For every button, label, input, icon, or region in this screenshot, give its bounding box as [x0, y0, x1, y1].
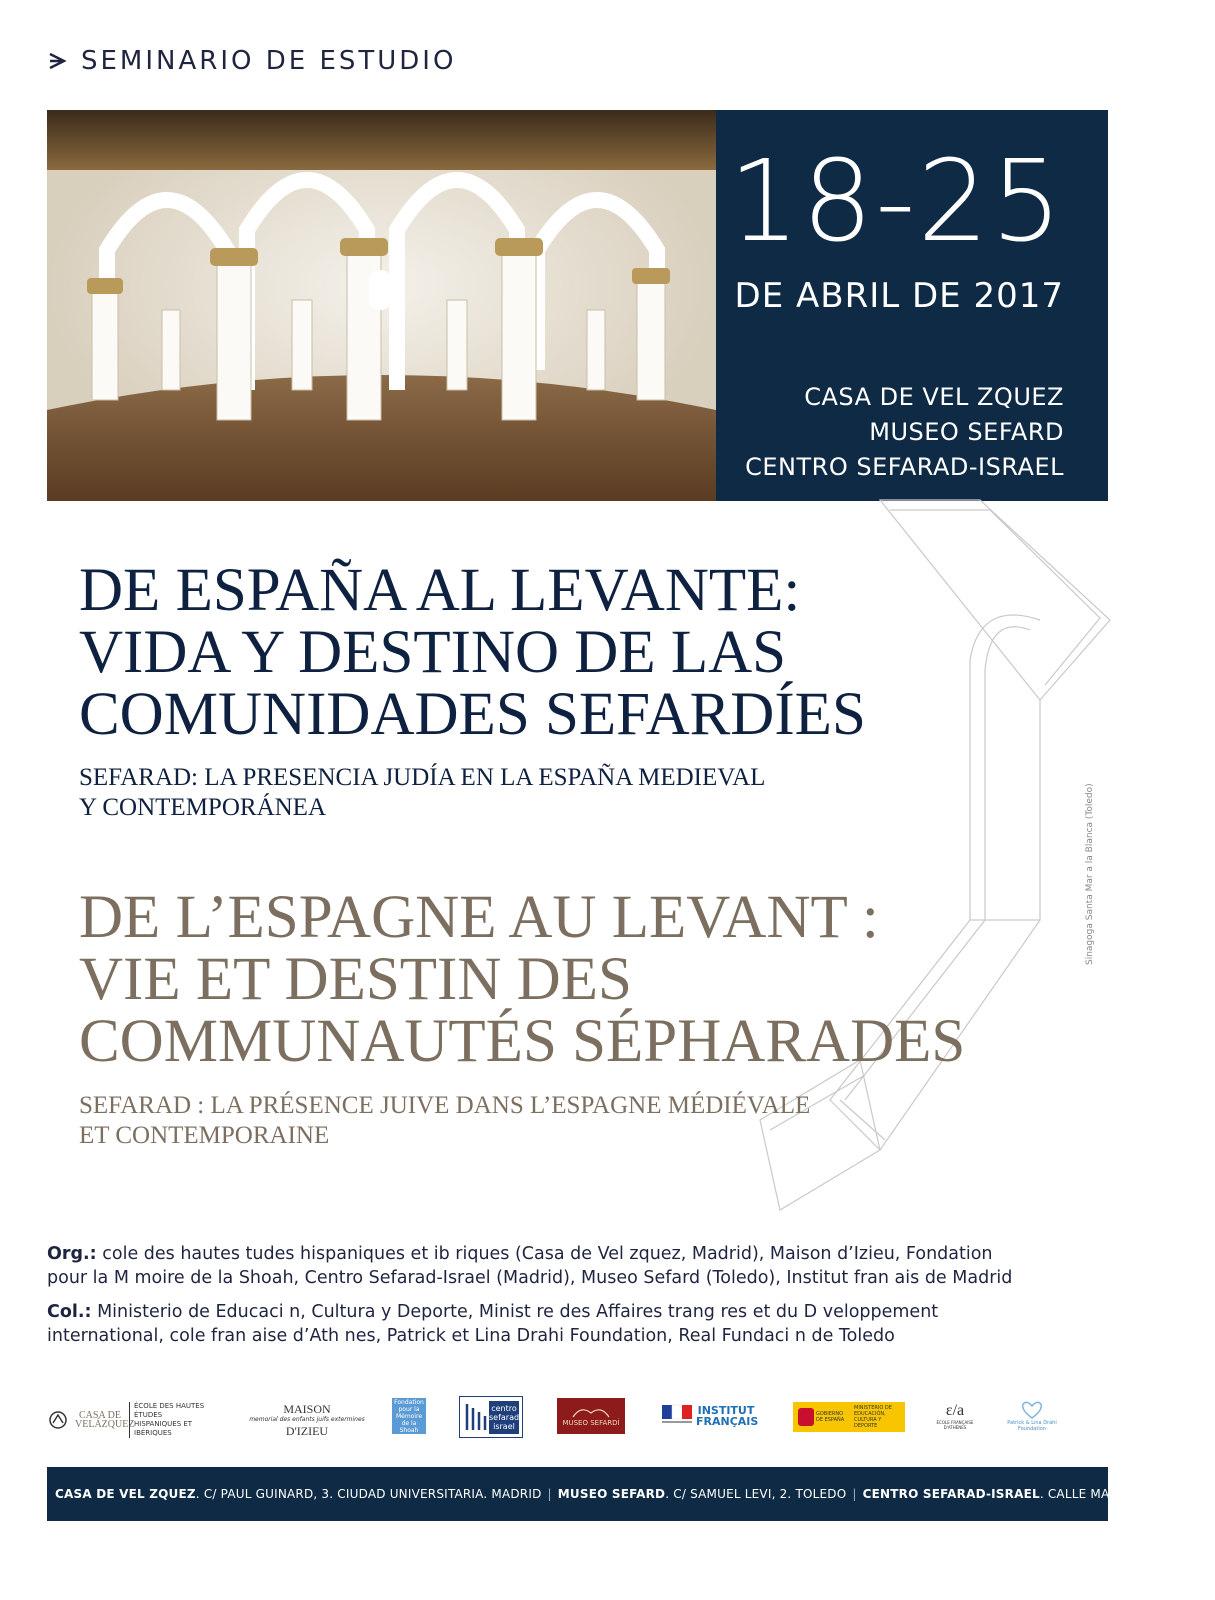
sponsor-logos [47, 1390, 1087, 1450]
date-month: DE ABRIL DE 2017 [734, 276, 1064, 316]
subtitle-line: SEFARAD : LA PRÉSENCE JUIVE DANS L’ESPAGNE MÉDIÉVALE [79, 1092, 811, 1119]
footer-separator: | [852, 1487, 857, 1501]
museo-label: MUSEO SEFARDÍ [562, 1418, 620, 1427]
arrow-icon [47, 51, 67, 71]
org-line: pour la M moire de la Shoah, Centro Sefarad-Israel (Madrid), Museo Sefard (Toledo), Institut fran ais de Madrid [47, 1268, 1013, 1288]
subtitle-line: Y CONTEMPORÁNEA [79, 794, 326, 821]
title-line: DE L’ESPAGNE AU LEVANT : [79, 884, 879, 951]
venue-item: CASA DE VEL ZQUEZ [804, 383, 1064, 411]
spain-shield-icon [796, 1406, 816, 1428]
date-panel [716, 110, 1108, 501]
footer-venue-name: CENTRO SEFARAD-ISRAEL [862, 1487, 1040, 1501]
maison-izieu-logo [242, 1396, 372, 1444]
venue-item: MUSEO SEFARD [869, 418, 1064, 446]
footer-separator: | [547, 1487, 552, 1501]
institut-label: INSTITUT FRANÇAIS [696, 1404, 759, 1428]
ministerio-label: MINISTERIO DE EDUCACIÓN, CULTURA Y DEPORTE [854, 1405, 892, 1429]
sefarad-icon [463, 1402, 489, 1432]
title-line: VIDA Y DESTINO DE LAS [79, 619, 787, 686]
centro-sefarad-logo [459, 1396, 523, 1438]
drahi-label: Patrick & Lina Drahi Foundation [1007, 1420, 1057, 1432]
izieu-bottom: D'IZIEU [285, 1424, 329, 1438]
header-title: SEMINARIO DE ESTUDIO [81, 46, 457, 76]
footer-venue-name: CASA DE VEL ZQUEZ [55, 1487, 196, 1501]
efa-label: ÉCOLE FRANÇAISE D'ATHÈNES [936, 1420, 974, 1430]
col-label: Col.: [47, 1302, 92, 1322]
crest-icon [47, 1409, 69, 1431]
gobierno-label: GOBIERNO DE ESPAÑA [816, 1411, 845, 1423]
photo-credit: Sinagoga Santa Mar a la Blanca (Toledo) [1085, 783, 1095, 965]
col-line: Ministerio de Educaci n, Cultura y Deporte, Minist re des Affaires trang res et du D veloppement [91, 1302, 939, 1322]
footer-address-bar [47, 1467, 1215, 1521]
subtitle-french [79, 1091, 979, 1151]
efa-mark-icon: ε/a [945, 1402, 965, 1419]
casa-desc: ÉCOLE DES HAUTES ÉTUDES HISPANIQUES ET IBÉRIQUES [129, 1402, 209, 1438]
efa-logo [931, 1394, 979, 1438]
org-label: Org.: [47, 1244, 97, 1264]
venue-list [745, 380, 1064, 485]
subtitle-line: SEFARAD: LA PRESENCIA JUDÍA EN LA ESPAÑA MEDIEVAL [79, 764, 766, 791]
footer-venue-address: . CALLE MAYOR, 69. MADRID [1039, 1487, 1215, 1501]
drahi-foundation-logo [1003, 1394, 1061, 1438]
museo-sefardi-logo [557, 1398, 625, 1434]
subtitle-line: ET CONTEMPORAINE [79, 1122, 330, 1149]
footer-venue-address: . C/ SAMUEL LEVI, 2. TOLEDO [665, 1487, 847, 1501]
title-line: VIE ET DESTIN DES [79, 946, 632, 1013]
title-line: COMMUNAUTÉS SÉPHARADES [79, 1008, 966, 1075]
collaborators [47, 1300, 1087, 1348]
organizers [47, 1242, 1087, 1290]
sefarad-label: centro sefarad israel [489, 1401, 519, 1434]
venue-item: CENTRO SEFARAD-ISRAEL [745, 453, 1064, 481]
org-line: cole des hautes tudes hispaniques et ib riques (Casa de Vel zquez, Madrid), Maison d’Izieu, Fondation [96, 1244, 993, 1264]
museo-icon [571, 1405, 611, 1419]
heart-hands-icon [1017, 1400, 1047, 1420]
header [47, 44, 456, 78]
izieu-top: MAISON [283, 1402, 331, 1416]
french-flag-icon [662, 1405, 692, 1427]
gobierno-espana-logo [793, 1402, 905, 1432]
title-line: DE ESPAÑA AL LEVANTE: [79, 557, 801, 624]
institut-francais-logo [659, 1398, 759, 1434]
subtitle-spanish [79, 763, 979, 823]
casa-name: CASA DE VELÁZQUEZ [75, 1410, 135, 1430]
casa-velazquez-logo [47, 1400, 217, 1440]
synagogue-photo [47, 110, 716, 501]
title-spanish [79, 557, 1029, 748]
date-range: 18-25 [728, 137, 1064, 267]
shoah-label: Fondation pour la Mémoire de la Shoah [394, 1398, 424, 1434]
title-line: COMUNIDADES SEFARDÍES [79, 681, 866, 748]
title-french [79, 884, 1079, 1075]
footer-venue-name: MUSEO SEFARD [557, 1487, 666, 1501]
col-line: international, cole fran aise d’Ath nes, Patrick et Lina Drahi Foundation, Real Fundaci n de Toledo [47, 1326, 895, 1346]
shoah-foundation-logo [392, 1398, 426, 1434]
izieu-mid: memorial des enfants juifs extermines [249, 1416, 365, 1423]
footer-venue-address: . C/ PAUL GUINARD, 3. CIUDAD UNIVERSITARIA. MADRID [195, 1487, 542, 1501]
